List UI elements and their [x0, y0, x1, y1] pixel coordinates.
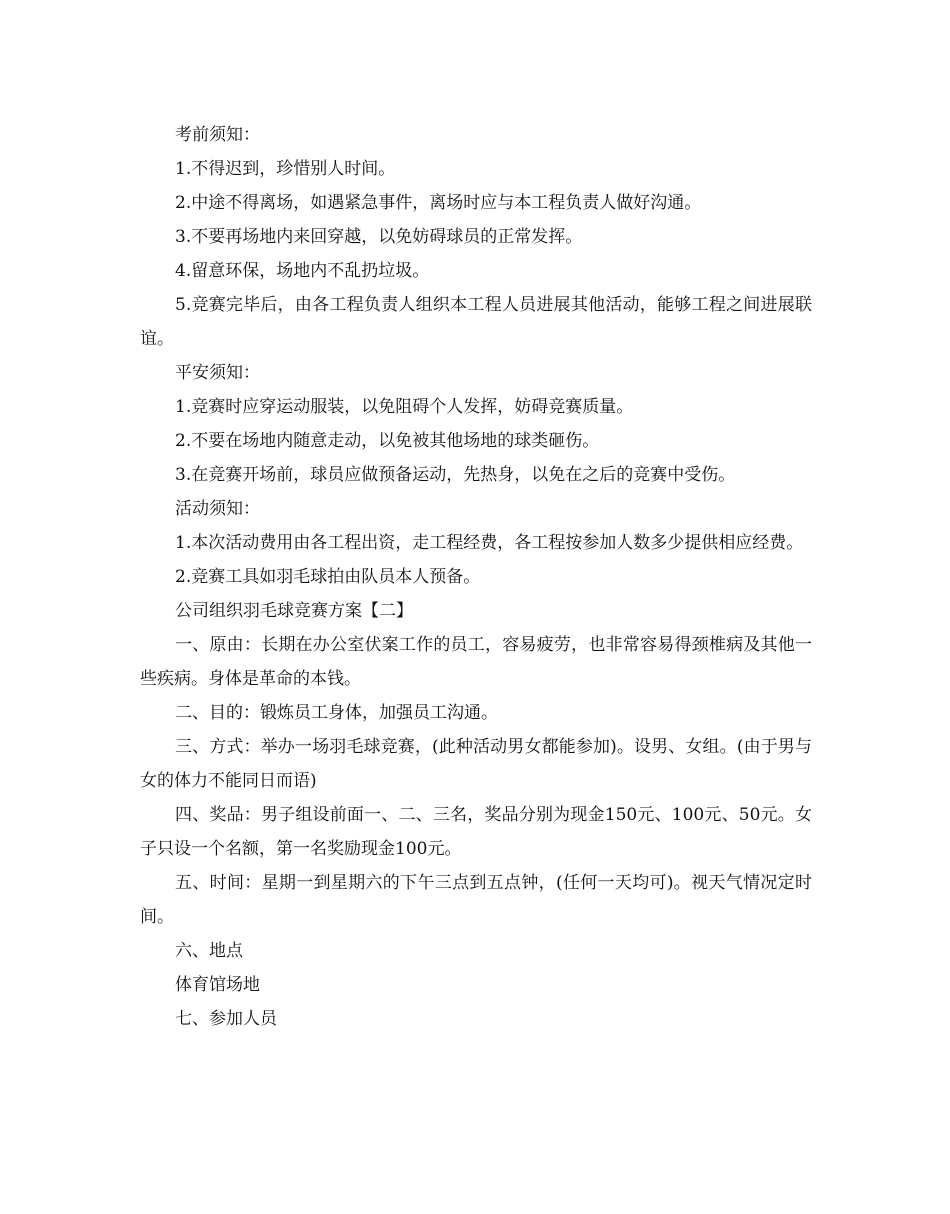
list-item: 2.竞赛工具如羽毛球拍由队员本人预备。	[175, 567, 481, 587]
list-item: 2.不要在场地内随意走动，以免被其他场地的球类砸伤。	[175, 431, 600, 451]
section-item: 七、参加人员	[175, 1009, 277, 1029]
list-item: 4.留意环保，场地内不乱扔垃圾。	[175, 261, 430, 281]
list-item: 3.不要再场地内来回穿越，以免妨碍球员的正常发挥。	[175, 227, 583, 247]
list-item: 2.中途不得离场，如遇紧急事件，离场时应与本工程负责人做好沟通。	[175, 193, 702, 213]
section-item: 一、原由：长期在办公室伏案工作的员工，容易疲劳，也非常容易得颈椎病及其他一些疾病。身体是革命的本钱。	[140, 635, 812, 689]
heading-exam-notice: 考前须知：	[175, 125, 260, 145]
section-item: 五、时间：星期一到星期六的下午三点到五点钟，(任何一天均可)。视天气情况定时间。	[140, 873, 812, 927]
document-body	[140, 118, 812, 1036]
list-item: 5.竞赛完毕后，由各工程负责人组织本工程人员进展其他活动，能够工程之间进展联谊。	[140, 295, 812, 349]
section-item: 体育馆场地	[175, 975, 260, 995]
section-item: 六、地点	[175, 941, 243, 961]
section-title: 公司组织羽毛球竞赛方案【二】	[175, 601, 413, 621]
section-item: 二、目的：锻炼员工身体，加强员工沟通。	[175, 703, 498, 723]
list-item: 1.本次活动费用由各工程出资，走工程经费，各工程按参加人数多少提供相应经费。	[175, 533, 804, 553]
section-item: 四、奖品：男子组设前面一、二、三名，奖品分别为现金150元、100元、50元。女子只设一个名额，第一名奖励现金100元。	[140, 805, 812, 859]
heading-activity-notice: 活动须知：	[175, 499, 260, 519]
list-item: 1.竞赛时应穿运动服装，以免阻碍个人发挥，妨碍竞赛质量。	[175, 397, 634, 417]
list-item: 1.不得迟到，珍惜别人时间。	[175, 159, 396, 179]
section-item: 三、方式：举办一场羽毛球竞赛，(此种活动男女都能参加)。设男、女组。(由于男与女的体力不能同日而语)	[140, 737, 812, 791]
list-item: 3.在竞赛开场前，球员应做预备运动，先热身，以免在之后的竞赛中受伤。	[175, 465, 736, 485]
heading-safety-notice: 平安须知：	[175, 363, 260, 383]
